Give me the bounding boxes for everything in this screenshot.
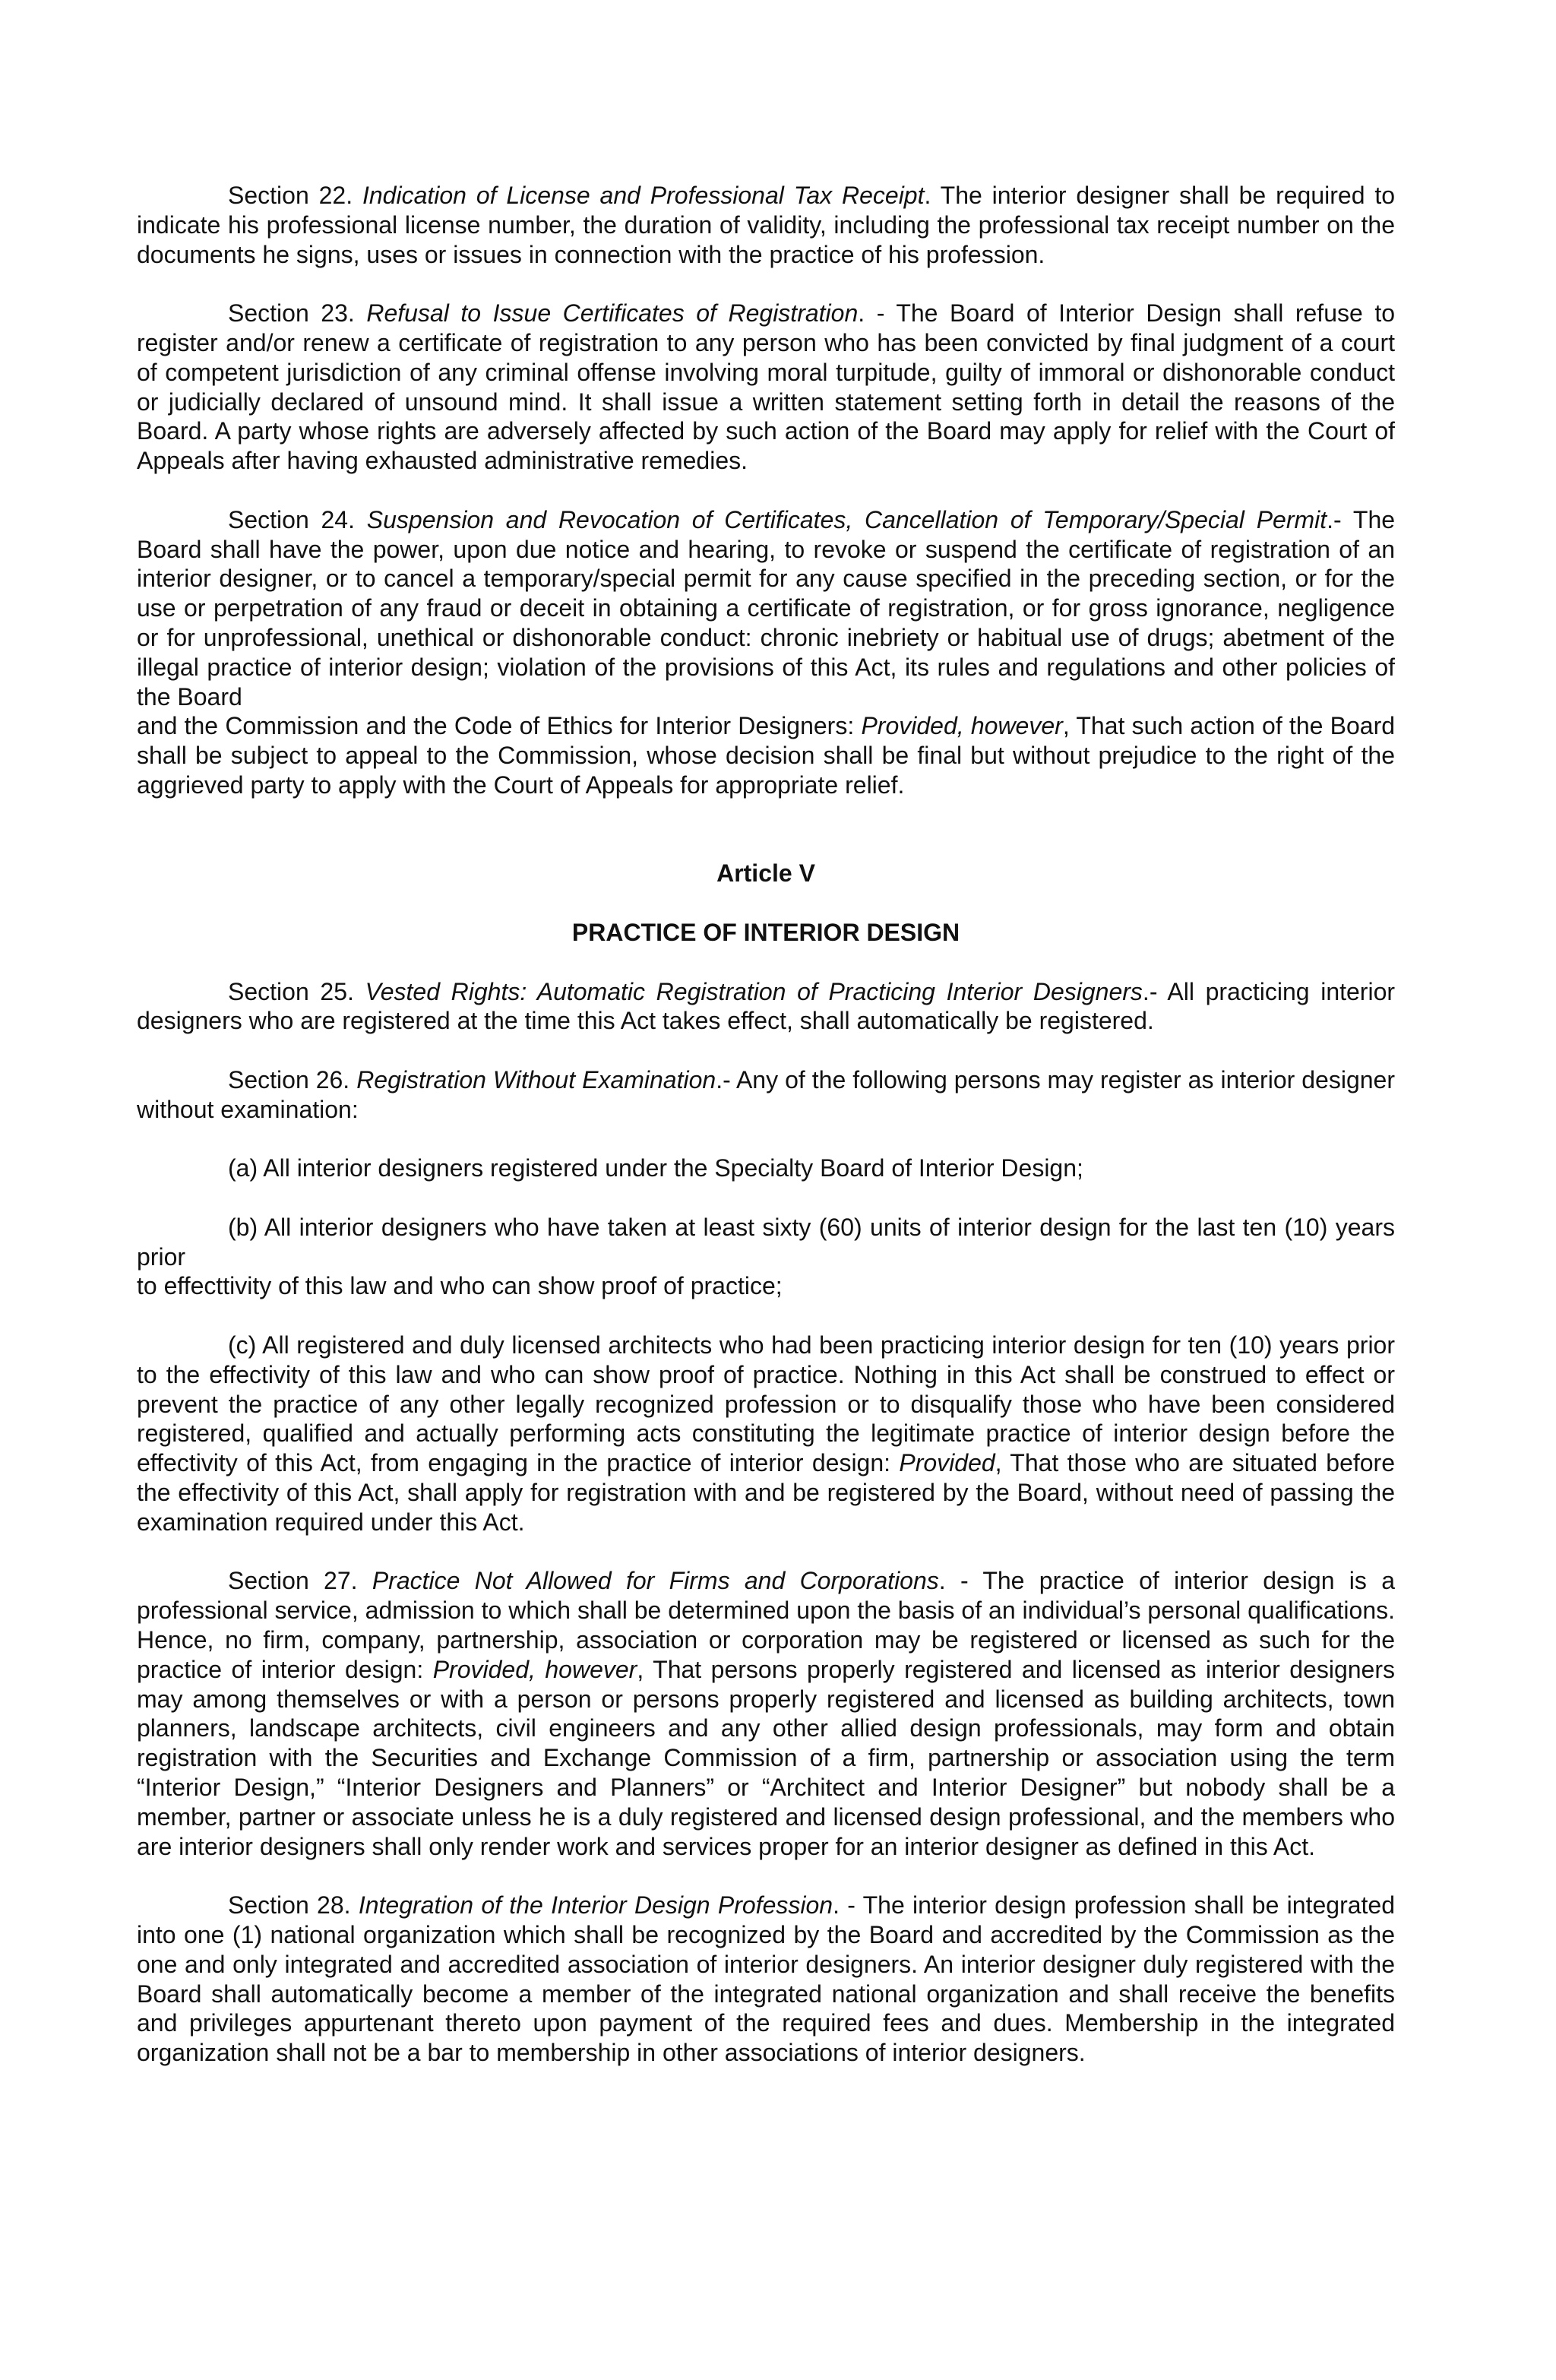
- section-22-text: . The interior designer shall be required to indicate his professional license number, the duration of validity, including the professional tax receipt number on the documents he signs, uses or issues in connection with the practice of his profession.: [137, 182, 1396, 268]
- section-26-item-c-proviso: Provided: [899, 1449, 995, 1477]
- section-26-label: Section 26.: [228, 1065, 350, 1093]
- section-23-label: Section 23.: [228, 299, 355, 328]
- section-22: [137, 181, 1395, 269]
- section-27-tail: , That persons properly registered and licensed as interior designers may among themselves or with a person or persons properly registered and licensed as building architects, town planners, landscape architects, civil engineers and any other allied design professionals, may form and obtain registration with the Securities and Exchange Commission of a firm, partnership or association using the term “Interior Design,” “Interior Designers and Planners” or “Architect and Interior Designer” but nobody shall be a member, partner or associate unless he is a duly registered and licensed design professional, and the members who are interior designers shall only render work and services proper for an interior designer as defined in this Act.: [137, 1655, 1396, 1860]
- section-28-label: Section 28.: [228, 1891, 351, 1920]
- section-24-text: .- The Board shall have the power, upon due notice and hearing, to revoke or suspend the certificate of registration of an interior designer, or to cancel a temporary/special permit for any cause specified in the preceding section, or for the use or perpetration of any fraud or deceit in obtaining a certificate of registration, or for gross ignorance, negligence or for unprofessional, unethical or dishonorable conduct: chronic inebriety or habitual use of drugs; abetment of the illegal practice of interior design; violation of the provisions of this Act, its rules and regulations and other policies of the Board: [137, 505, 1396, 711]
- section-28-text: . - The interior design profession shall be integrated into one (1) national organization which shall be recognized by the Board and accredited by the Commission as the one and only integrated and accredited association of interior designers. An interior designer duly registered with the Board shall automatically become a member of the integrated national organization and shall receive the benefits and privileges appurtenant thereto upon payment of the required fees and dues. Membership in the integrated organization shall not be a bar to membership in other associations of interior designers.: [137, 1891, 1396, 2067]
- section-28: [137, 1891, 1395, 2068]
- section-24-proviso: Provided, however: [861, 712, 1063, 740]
- section-27-title: Practice Not Allowed for Firms and Corporations: [372, 1567, 939, 1595]
- section-24-cont-tail: , That such action of the Board shall be subject to appeal to the Commission, whose decision shall be final but without prejudice to the right of the aggrieved party to apply with the Court of Appeals for appropriate relief.: [137, 712, 1396, 799]
- section-27: [137, 1566, 1395, 1861]
- section-23-title: Refusal to Issue Certificates of Registration: [366, 299, 859, 328]
- section-25-label: Section 25.: [228, 977, 354, 1005]
- section-22-label: Section 22.: [228, 182, 353, 209]
- section-26-text: .- Any of the following persons may register as interior designer without examination:: [137, 1065, 1396, 1123]
- section-24-continuation: [137, 711, 1395, 799]
- section-25-text: .- All practicing interior designers who are registered at the time this Act takes effect, shall automatically be registered.: [137, 977, 1396, 1035]
- article-title: PRACTICE OF INTERIOR DESIGN: [571, 918, 960, 946]
- section-25: [137, 977, 1395, 1037]
- section-26-item-c-tail: , That those who are situated before the effectivity of this Act, shall apply for registration with and be registered by the Board, without need of passing the examination required under this Act.: [137, 1449, 1396, 1536]
- section-22-title: Indication of License and Professional Tax Receipt: [362, 182, 925, 209]
- section-26-item-b-continuation: to effecttivity of this law and who can show proof of practice;: [137, 1272, 783, 1300]
- section-25-title: Vested Rights: Automatic Registration of Practicing Interior Designers: [365, 977, 1143, 1005]
- section-24-label: Section 24.: [228, 505, 355, 533]
- section-26-title: Registration Without Examination: [356, 1065, 716, 1093]
- section-24-cont-text: and the Commission and the Code of Ethics for Interior Designers:: [137, 712, 862, 740]
- section-24-title: Suspension and Revocation of Certificates, Cancellation of Temporary/Special Permit: [366, 505, 1327, 533]
- section-26-item-a: (a) All interior designers registered under the Specialty Board of Interior Design;: [228, 1154, 1083, 1182]
- section-27-text: . - The practice of interior design is a professional service, admission to which shall be determined upon the basis of an individual’s personal qualifications. Hence, no firm, company, partnership, association or corporation may be registered or licensed as such for the practice of interior design:: [137, 1567, 1395, 1683]
- section-24: [137, 505, 1395, 712]
- section-26-item-c-text: (c) All registered and duly licensed architects who had been practicing interior design for ten (10) years prior to the effectivity of this law and who can show proof of practice. Nothing in this Act shall be construed to effect or prevent the practice of any other legally recognized profession or to disqualify those who have been considered registered, qualified and actually performing acts constituting the legitimate practice of interior design before the effectivity of this Act, from engaging in the practice of interior design:: [137, 1331, 1395, 1477]
- section-26: [137, 1065, 1395, 1125]
- section-26-item-b: (b) All interior designers who have taken at least sixty (60) units of interior design for the last ten (10) years prior: [137, 1213, 1395, 1271]
- section-23-text: . - The Board of Interior Design shall refuse to register and/or renew a certificate of registration to any person who has been convicted by final judgment of a court of competent jurisdiction of any criminal offense involving moral turpitude, guilty of immoral or dishonorable conduct or judicially declared of unsound mind. It shall issue a written statement setting forth in detail the reasons of the Board. A party whose rights are adversely affected by such action of the Board may apply for relief with the Court of Appeals after having exhausted administrative remedies.: [137, 299, 1396, 475]
- section-23: [137, 299, 1395, 476]
- article-number: Article V: [716, 859, 815, 888]
- section-28-title: Integration of the Interior Design Profession: [358, 1891, 833, 1920]
- section-27-label: Section 27.: [228, 1567, 358, 1595]
- section-26-item-c: [137, 1331, 1395, 1537]
- section-27-proviso: Provided, however: [432, 1655, 637, 1683]
